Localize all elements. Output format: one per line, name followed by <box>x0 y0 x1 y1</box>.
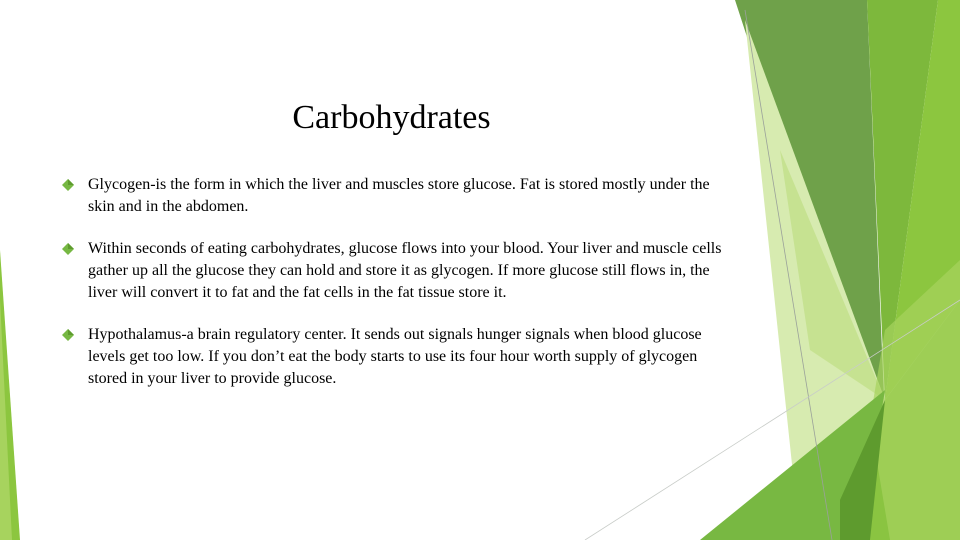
bullet-text: Within seconds of eating carbohydrates, glucose flows into your blood. Your liver and muscle cells gather up all the glucose they can hold and store it as glycogen. If more glucose still flows in, the liver will convert it to fat and the fat cells in the fat tissue store it. <box>88 240 722 301</box>
bullet-text: Hypothalamus-a brain regulatory center. It sends out signals hunger signals when blood glucose levels get too low. If you don’t eat the body starts to use its four hour worth supply of glycogen stored in your liver to provide glucose. <box>88 326 702 387</box>
diamond-bullet-icon <box>62 329 74 341</box>
bullet-list <box>62 174 732 410</box>
slide-title: Carbohydrates <box>292 99 491 136</box>
bullet-item <box>62 174 732 218</box>
diamond-bullet-icon <box>62 179 74 191</box>
diamond-bullet-icon <box>62 243 74 255</box>
bullet-text: Glycogen-is the form in which the liver and muscles store glucose. Fat is stored mostly under the skin and in the abdomen. <box>88 176 710 215</box>
bullet-item <box>62 324 732 390</box>
bullet-item <box>62 238 732 304</box>
